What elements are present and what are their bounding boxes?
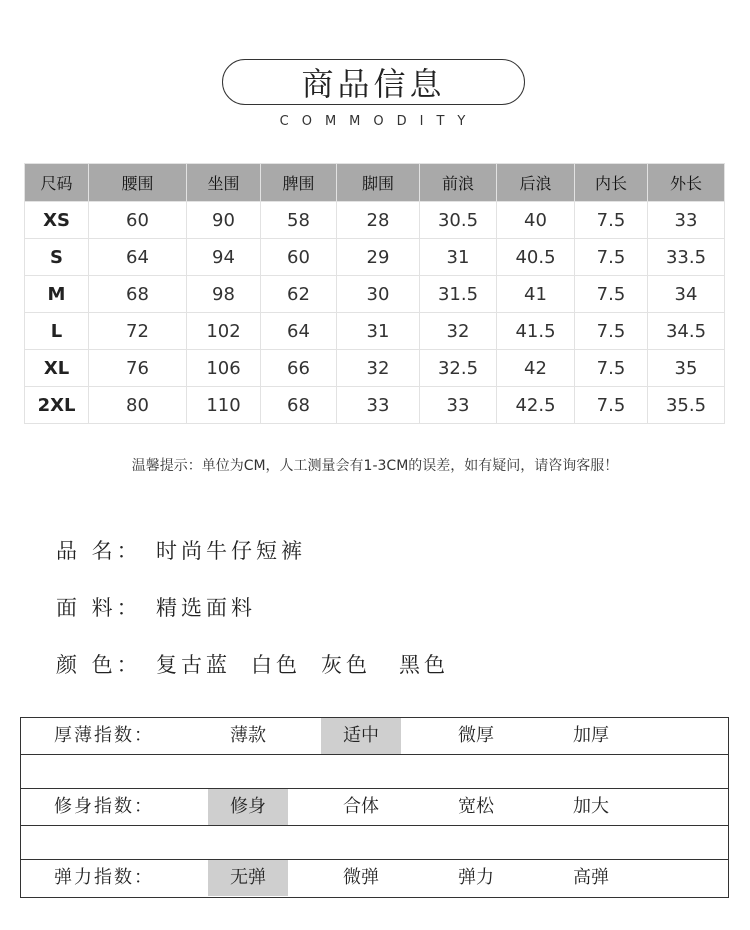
measurement-cell: 7.5 — [575, 350, 648, 387]
measurement-cell: 102 — [187, 313, 261, 350]
index-box — [20, 717, 729, 898]
color-option: 黑色 — [399, 653, 449, 677]
material-label: 面 料： — [56, 596, 142, 620]
elasticity-option: 高弹 — [573, 867, 609, 888]
measurement-cell: 7.5 — [575, 202, 648, 239]
measurement-cell: 29 — [337, 239, 420, 276]
header-cell: 脚围 — [337, 164, 420, 202]
table-row — [25, 313, 725, 350]
measurement-cell: 98 — [187, 276, 261, 313]
measurement-cell: 7.5 — [575, 276, 648, 313]
color-option: 灰色 — [321, 653, 371, 677]
header-cell: 尺码 — [25, 164, 89, 202]
color-option: 白色 — [251, 653, 301, 677]
measurement-cell: 40 — [497, 202, 575, 239]
measurement-cell: 32 — [420, 313, 497, 350]
measurement-cell: 31 — [420, 239, 497, 276]
measurement-cell: 62 — [261, 276, 337, 313]
measurement-cell: 42.5 — [497, 387, 575, 424]
elasticity-index-row — [21, 860, 728, 896]
table-row — [25, 202, 725, 239]
fit-option: 加大 — [573, 796, 609, 817]
measurement-cell: 66 — [261, 350, 337, 387]
measurement-cell: 106 — [187, 350, 261, 387]
table-row — [25, 276, 725, 313]
measurement-cell: 35 — [648, 350, 725, 387]
size-label-cell: XL — [25, 350, 89, 387]
thickness-option: 微厚 — [458, 725, 494, 746]
page-title: 商品信息 — [222, 59, 525, 105]
size-label-cell: XS — [25, 202, 89, 239]
measurement-cell: 80 — [89, 387, 187, 424]
header-cell: 后浪 — [497, 164, 575, 202]
header-cell: 内长 — [575, 164, 648, 202]
fit-option: 修身 — [208, 789, 288, 825]
measurement-cell: 31.5 — [420, 276, 497, 313]
material-value: 精选面料 — [156, 596, 256, 620]
color-label: 颜 色： — [56, 653, 142, 677]
table-row — [25, 350, 725, 387]
measurement-cell: 34 — [648, 276, 725, 313]
header-cell: 外长 — [648, 164, 725, 202]
fit-index-label: 修身指数： — [54, 796, 154, 817]
fit-option: 合体 — [343, 796, 379, 817]
measurement-cell: 41 — [497, 276, 575, 313]
measurement-cell: 90 — [187, 202, 261, 239]
measurement-cell: 41.5 — [497, 313, 575, 350]
measurement-cell: 68 — [261, 387, 337, 424]
color-option: 复古蓝 — [156, 653, 231, 677]
size-label-cell: 2XL — [25, 387, 89, 424]
measurement-cell: 7.5 — [575, 387, 648, 424]
size-table-header — [25, 164, 725, 202]
measurement-cell: 58 — [261, 202, 337, 239]
measurement-cell: 110 — [187, 387, 261, 424]
measurement-cell: 94 — [187, 239, 261, 276]
header-cell: 腰围 — [89, 164, 187, 202]
measurement-cell: 76 — [89, 350, 187, 387]
page-subtitle: COMMODITY — [279, 114, 479, 129]
header-cell: 坐围 — [187, 164, 261, 202]
measurement-cell: 60 — [261, 239, 337, 276]
measurement-cell: 33 — [337, 387, 420, 424]
thickness-index-label: 厚薄指数： — [54, 725, 154, 746]
fit-option: 宽松 — [458, 796, 494, 817]
measurement-cell: 31 — [337, 313, 420, 350]
measurement-hint: 温馨提示：单位为CM，人工测量会有1-3CM的误差，如有疑问，请咨询客服！ — [131, 458, 619, 474]
measurement-cell: 33.5 — [648, 239, 725, 276]
size-table — [24, 163, 725, 424]
fit-index-row — [21, 789, 728, 826]
measurement-cell: 30 — [337, 276, 420, 313]
measurement-cell: 33 — [648, 202, 725, 239]
table-row — [25, 239, 725, 276]
size-label-cell: M — [25, 276, 89, 313]
product-name-label: 品 名： — [56, 539, 142, 563]
measurement-cell: 7.5 — [575, 239, 648, 276]
measurement-cell: 34.5 — [648, 313, 725, 350]
spacer-row — [21, 755, 728, 789]
header-cell: 前浪 — [420, 164, 497, 202]
measurement-cell: 35.5 — [648, 387, 725, 424]
measurement-cell: 68 — [89, 276, 187, 313]
thickness-index-row — [21, 718, 728, 755]
elasticity-option: 无弹 — [208, 860, 288, 896]
header-cell: 脾围 — [261, 164, 337, 202]
thickness-option: 加厚 — [573, 725, 609, 746]
elasticity-option: 微弹 — [343, 867, 379, 888]
material-row — [56, 592, 256, 622]
color-row — [56, 649, 469, 679]
color-values — [156, 649, 469, 679]
measurement-cell: 60 — [89, 202, 187, 239]
measurement-cell: 64 — [89, 239, 187, 276]
measurement-cell: 42 — [497, 350, 575, 387]
measurement-cell: 30.5 — [420, 202, 497, 239]
size-label-cell: S — [25, 239, 89, 276]
measurement-cell: 32.5 — [420, 350, 497, 387]
size-label-cell: L — [25, 313, 89, 350]
elasticity-index-label: 弹力指数： — [54, 867, 154, 888]
measurement-cell: 32 — [337, 350, 420, 387]
measurement-cell: 40.5 — [497, 239, 575, 276]
measurement-cell: 33 — [420, 387, 497, 424]
measurement-cell: 64 — [261, 313, 337, 350]
elasticity-option: 弹力 — [458, 867, 494, 888]
measurement-cell: 28 — [337, 202, 420, 239]
thickness-option: 薄款 — [230, 725, 266, 746]
table-row — [25, 387, 725, 424]
measurement-cell: 72 — [89, 313, 187, 350]
spacer-row — [21, 826, 728, 860]
product-name-row — [56, 535, 306, 565]
product-name-value: 时尚牛仔短裤 — [156, 539, 306, 563]
thickness-option: 适中 — [321, 718, 401, 754]
measurement-cell: 7.5 — [575, 313, 648, 350]
